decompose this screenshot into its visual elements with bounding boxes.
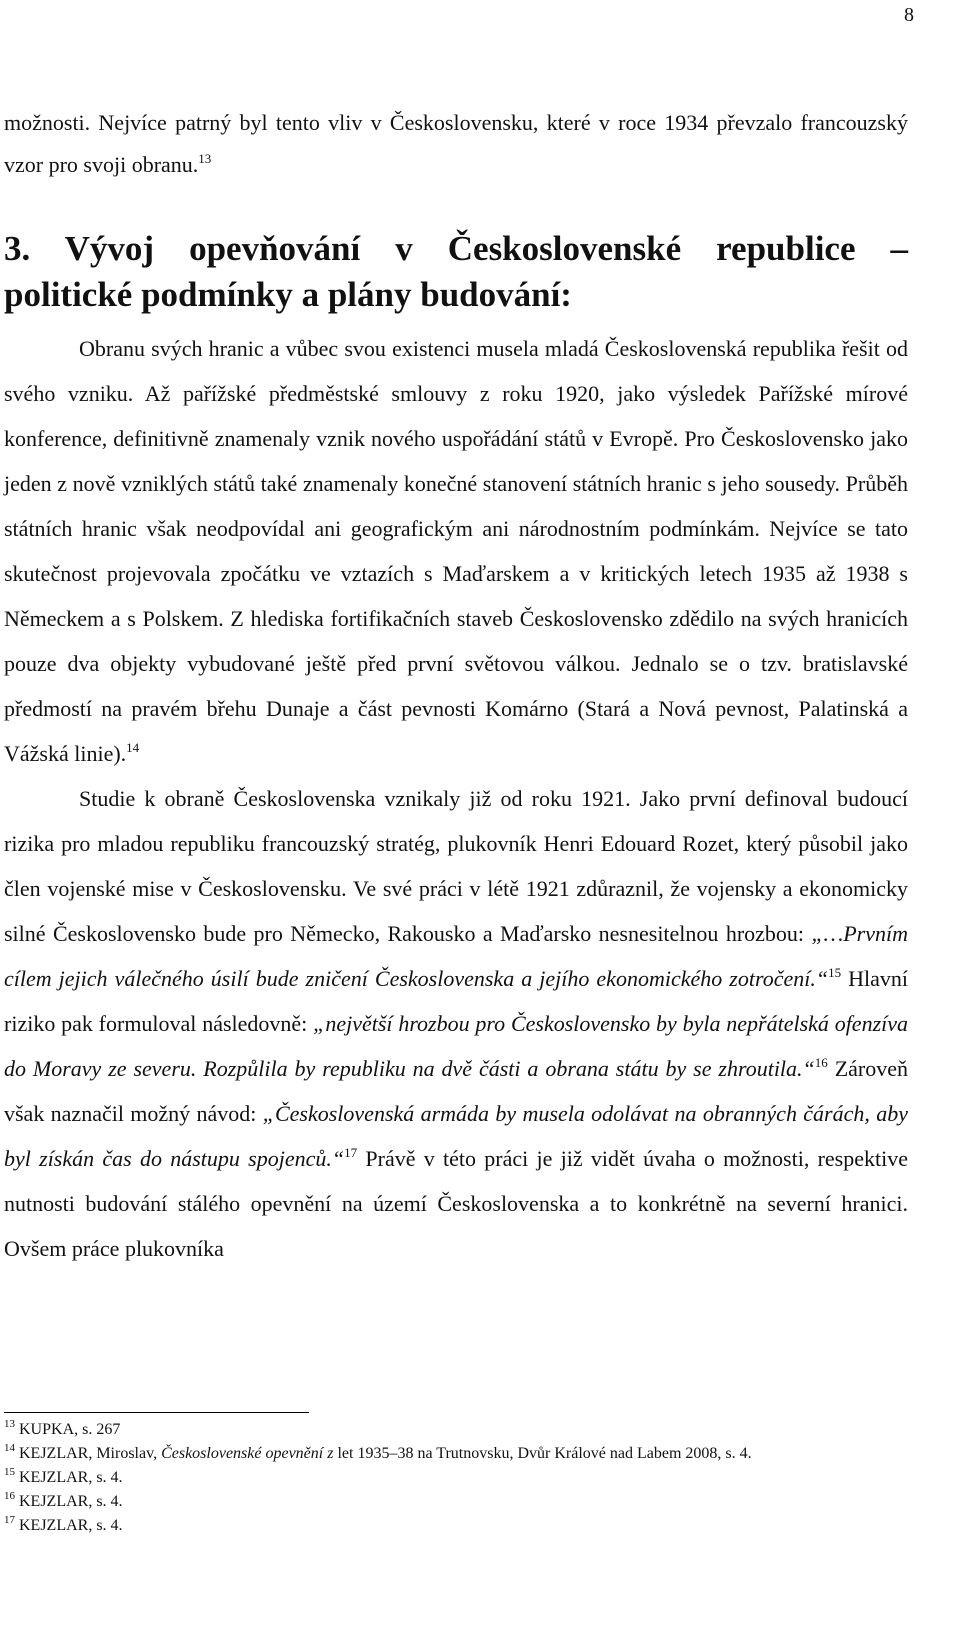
- footnote-ref-14: 14: [126, 740, 140, 755]
- footnote-ref-17: 17: [344, 1145, 358, 1160]
- footnote-number: 13: [4, 1418, 15, 1430]
- footnote-ref-15: 15: [828, 965, 842, 980]
- heading-line-2: politické podmínky a plány budování:: [4, 275, 572, 314]
- footnote-text: KEJZLAR, s. 4.: [19, 1469, 123, 1486]
- paragraph-2: [4, 776, 908, 1271]
- footnote-ref-13: 13: [198, 151, 212, 166]
- paragraph-2-text-1: Studie k obraně Československa vznikaly již od roku 1921. Jako první definoval budoucí rizika pro mladou republiku francouzský stratég, plukovník Henri Edouard Rozet, který působil jako člen vojenské mise v Československu. Ve své práci v létě 1921 zdůraznil, že vojensky a ekonomicky silné Československo bude pro Německo, Rakousko a Maďarsko nesnesitelnou hrozbou:: [4, 786, 908, 946]
- quote-1: „…Prvním cílem jejich válečného úsilí bude zničení Československa a jejího ekonomického zotročení.“: [4, 921, 908, 991]
- footnote-text: KEJZLAR, s. 4.: [19, 1517, 123, 1534]
- paragraph-1-text: Obranu svých hranic a vůbec svou existenci musela mladá Československá republika řešit od svého vzniku. Až pařížské předměstské smlouvy z roku 1920, jako výsledek Pařížské mírové konference, definitivně znamenaly vznik nového uspořádání států v Evropě. Pro Československo jako jeden z nově vzniklých států také znamenaly konečné stanovení státních hranic s jeho sousedy. Průběh státních hranic však neodpovídal ani geografickým ani národnostním podmínkám. Nejvíce se tato skutečnost projevovala zpočátku ve vztazích s Maďarskem a v kritických letech 1935 až 1938 s Německem a s Polskem. Z hlediska fortifikačních staveb Československo zdědilo na svých hranicích pouze dva objekty vybudované ještě před první světovou válkou. Jednalo se o tzv. bratislavské předmostí na pravém břehu Dunaje a část pevnosti Komárno (Stará a Nová pevnost, Palatinská a Vážská linie).: [4, 336, 908, 766]
- footnote-14: [4, 1442, 914, 1466]
- paragraph-1: [4, 326, 908, 776]
- footnote-number: 17: [4, 1514, 15, 1526]
- footnote-text: let 1935–38 na Trutnovsku, Dvůr Králové nad Labem 2008, s. 4.: [333, 1445, 752, 1462]
- footnote-number: 16: [4, 1490, 15, 1502]
- footnote-text: KUPKA, s. 267: [19, 1421, 121, 1438]
- footnote-17: [4, 1514, 914, 1538]
- footnotes: [4, 1418, 914, 1538]
- intro-paragraph: [4, 102, 908, 186]
- footnote-number: 14: [4, 1442, 15, 1454]
- section-heading: [4, 226, 908, 318]
- footnote-separator: [4, 1412, 309, 1413]
- footnote-13: [4, 1418, 914, 1442]
- heading-line-1: 3. Vývoj opevňování v Československé republice –: [4, 229, 908, 268]
- paragraph-2-text-3: Zároveň však naznačil možný návod:: [4, 1056, 908, 1126]
- paragraph-2-text-4: Právě v této práci je již vidět úvaha o možnosti, respektive nutnosti budování stálého opevnění na území Československa a to konkrétně na severní hranici. Ovšem práce plukovníka: [4, 1146, 908, 1261]
- footnote-15: [4, 1466, 914, 1490]
- footnote-book-title: Československé opevnění z: [161, 1445, 334, 1462]
- footnote-number: 15: [4, 1466, 15, 1478]
- section-body: [4, 326, 908, 1271]
- page-number: 8: [904, 4, 914, 26]
- footnote-text: KEJZLAR, s. 4.: [19, 1493, 123, 1510]
- paragraph-2-text-2: Hlavní riziko pak formuloval následovně:: [4, 966, 908, 1036]
- quote-2: „největší hrozbou pro Československo by byla nepřátelská ofenzíva do Moravy ze severu. Rozpůlila by republiku na dvě části a obrana státu by se zhroutila.“: [4, 1011, 909, 1081]
- quote-3: „Československá armáda by musela odolávat na obranných čárách, aby byl získán čas do nástupu spojenců.“: [4, 1101, 908, 1171]
- footnote-ref-16: 16: [814, 1055, 828, 1070]
- intro-text: možnosti. Nejvíce patrný byl tento vliv v Československu, které v roce 1934 převzalo francouzský vzor pro svoji obranu.: [4, 110, 908, 177]
- footnote-16: [4, 1490, 914, 1514]
- footnote-text: KEJZLAR, Miroslav,: [19, 1445, 162, 1462]
